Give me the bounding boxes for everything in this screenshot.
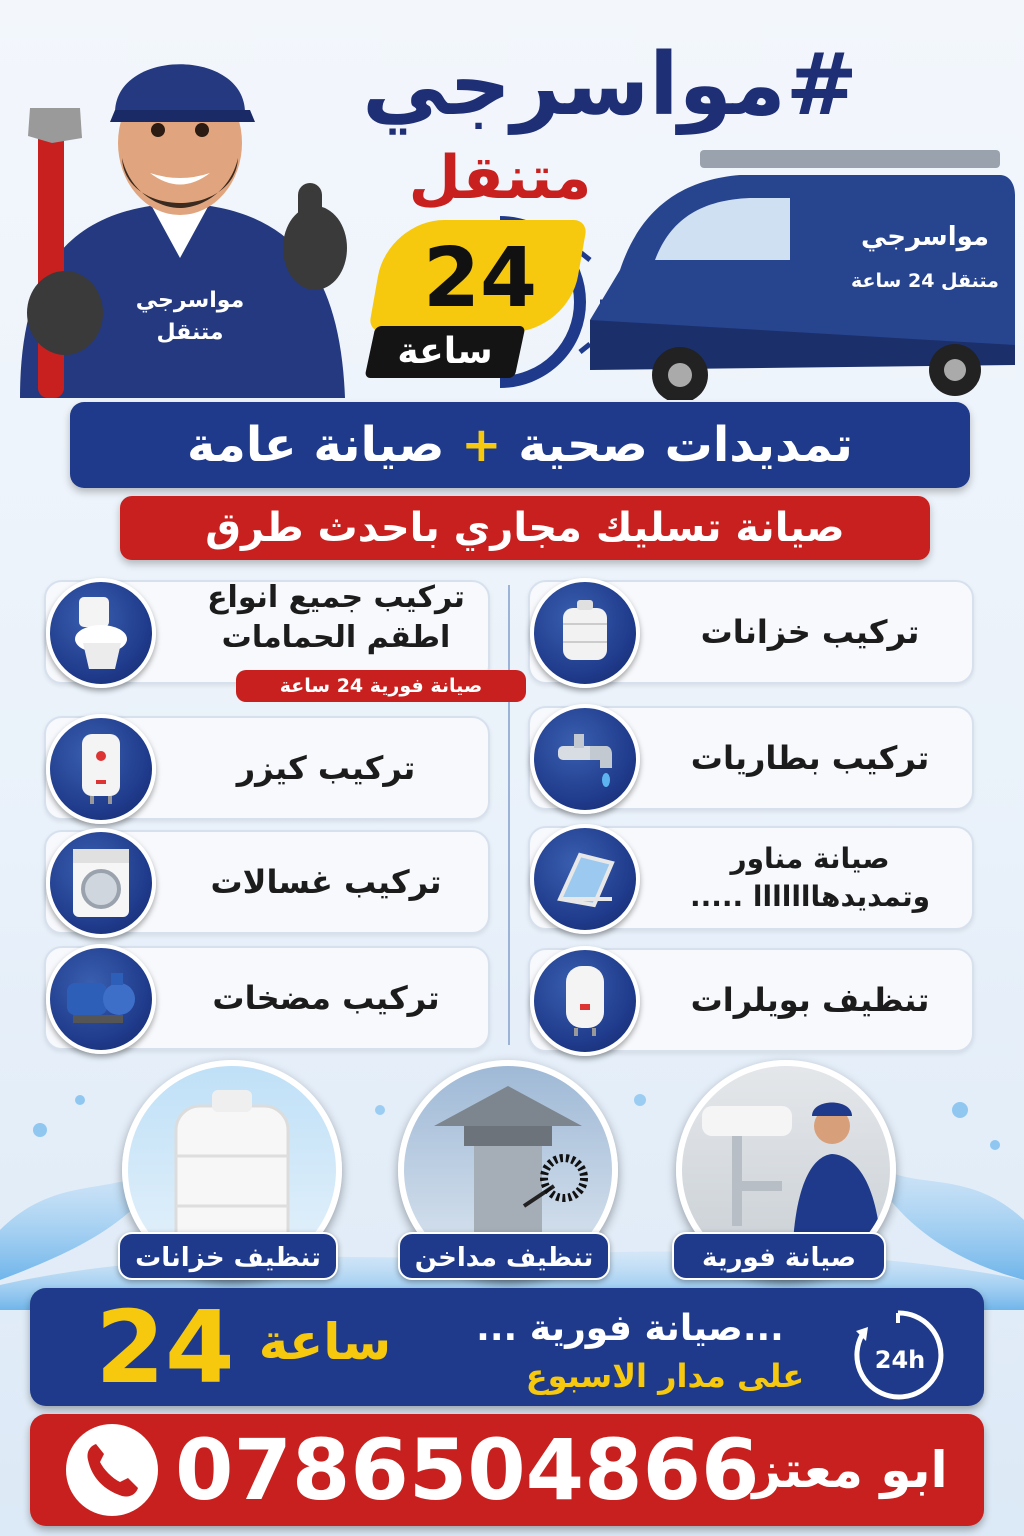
service-label-tanks: تركيب خزانات: [700, 613, 920, 651]
service-label-pumps: تركيب مضخات: [212, 979, 440, 1017]
toilet-icon: [46, 578, 156, 688]
phone-number-link[interactable]: 0786504866: [175, 1421, 760, 1519]
service-card-boilers: [528, 948, 974, 1052]
water-heater-icon: [46, 714, 156, 824]
contact-name: ابو معتز: [752, 1441, 948, 1499]
drain-cleaning-banner: صيانة تسليك مجاري باحدث طرق: [120, 496, 930, 560]
service-label-bathrooms: تركيب جميع انواع اطقم الحمامات: [207, 580, 465, 655]
van-label-title: مواسرجي: [860, 222, 990, 252]
photo-label-emergency-maintenance: صيانة فورية: [672, 1232, 886, 1280]
column-divider: [508, 585, 510, 1045]
service-card-bathrooms: [44, 580, 490, 697]
banner-plumbing-text: تمديدات صحية: [518, 417, 853, 473]
service-label-boilers: تنظيف بويلرات: [690, 981, 930, 1019]
plumber-badge-line2: متنقل: [156, 320, 224, 345]
badge-unit: ساعة: [397, 331, 493, 372]
service-card-washing-machines: [44, 830, 490, 934]
availability-line1: ...صيانة فورية ...: [476, 1308, 784, 1349]
service-card-tanks: [528, 580, 974, 684]
photo-label-tank-cleaning: تنظيف خزانات: [118, 1232, 338, 1280]
service-card-skylights: [528, 826, 974, 930]
plumber-badge-line1: مواسرجي: [135, 288, 245, 313]
service-label-washing-machines: تركيب غسالات: [210, 863, 442, 901]
service-card-pumps: [44, 946, 490, 1050]
main-services-banner: [70, 402, 970, 488]
service-card-faucets: [528, 706, 974, 810]
banner-maintenance-text: صيانة عامة: [187, 417, 445, 473]
service-label-faucets: تركيب بطاريات: [690, 739, 930, 777]
skylight-icon: [530, 824, 640, 934]
water-tank-icon: [530, 578, 640, 688]
van-label-subtitle: متنقل 24 ساعة: [851, 270, 999, 292]
photo-label-chimney-cleaning: تنظيف مداخن: [398, 1232, 610, 1280]
boiler-icon: [530, 946, 640, 1056]
urgent-service-tag: صيانة فورية 24 ساعة: [236, 670, 526, 702]
plumber-uniform-badge: [115, 285, 265, 365]
availability-line2: على مدار الاسبوع: [525, 1357, 805, 1395]
washing-machine-icon: [46, 828, 156, 938]
page-title: #مواسرجي: [362, 35, 858, 135]
banner-plus-sign: +: [461, 417, 502, 473]
service-label-skylights: صيانة مناور وتمديدهااااااا .....: [690, 842, 930, 913]
faucet-icon: [530, 704, 640, 814]
availability-hours-number: 24: [95, 1289, 235, 1406]
clock-24h-label: 24h: [874, 1346, 926, 1374]
service-card-water-heater: [44, 716, 490, 820]
water-pump-icon: [46, 944, 156, 1054]
availability-hours-unit: ساعة: [258, 1313, 392, 1371]
phone-icon[interactable]: [62, 1420, 162, 1520]
service-label-water-heater: تركيب كيزر: [236, 749, 416, 787]
badge-number: 24: [422, 231, 538, 326]
page-subtitle: متنقل: [408, 143, 592, 213]
